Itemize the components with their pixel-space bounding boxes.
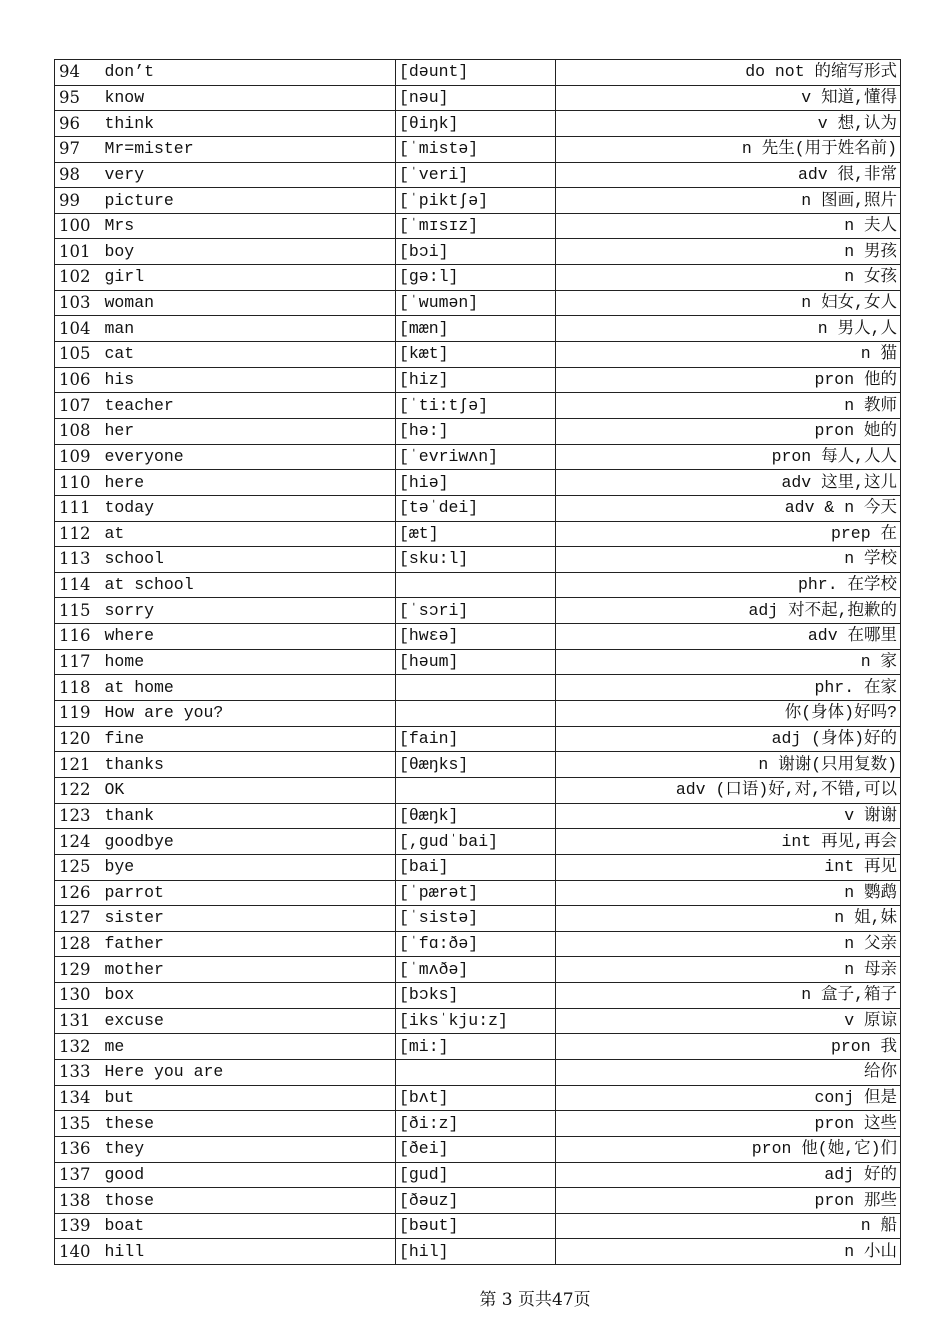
meaning-cell: adv 很,非常 xyxy=(556,162,901,188)
meaning-cell: n 先生(用于姓名前) xyxy=(556,136,901,162)
word-cell: her xyxy=(103,418,396,444)
word-cell: me xyxy=(103,1034,396,1060)
word-cell: bye xyxy=(103,854,396,880)
word-cell: cat xyxy=(103,342,396,368)
table-row xyxy=(55,829,901,855)
word-cell: thanks xyxy=(103,752,396,778)
phonetic-cell: [hil] xyxy=(396,1239,556,1265)
phonetic-cell xyxy=(396,572,556,598)
phonetic-cell: [bʌt] xyxy=(396,1085,556,1111)
meaning-cell: v 谢谢 xyxy=(556,803,901,829)
table-row xyxy=(55,393,901,419)
word-cell: mother xyxy=(103,957,396,983)
meaning-cell: n 图画,照片 xyxy=(556,188,901,214)
meaning-cell: phr. 在家 xyxy=(556,675,901,701)
table-row xyxy=(55,649,901,675)
row-number-cell: 111 xyxy=(55,495,103,521)
row-number-cell: 101 xyxy=(55,239,103,265)
meaning-cell: 给你 xyxy=(556,1059,901,1085)
row-number-cell: 137 xyxy=(55,1162,103,1188)
table-row xyxy=(55,60,901,86)
row-number-cell: 131 xyxy=(55,1008,103,1034)
row-number-cell: 102 xyxy=(55,265,103,291)
word-cell: at home xyxy=(103,675,396,701)
table-row xyxy=(55,1213,901,1239)
meaning-cell: pron 那些 xyxy=(556,1188,901,1214)
meaning-cell: n 男孩 xyxy=(556,239,901,265)
row-number-cell: 128 xyxy=(55,931,103,957)
meaning-cell: pron 每人,人人 xyxy=(556,444,901,470)
word-cell: Mrs xyxy=(103,213,396,239)
row-number-cell: 110 xyxy=(55,470,103,496)
phonetic-cell: [ði:z] xyxy=(396,1111,556,1137)
word-cell: excuse xyxy=(103,1008,396,1034)
row-number-cell: 119 xyxy=(55,701,103,727)
phonetic-cell: [ˈsistə] xyxy=(396,906,556,932)
word-cell: home xyxy=(103,649,396,675)
table-row xyxy=(55,136,901,162)
table-row xyxy=(55,803,901,829)
meaning-cell: prep 在 xyxy=(556,521,901,547)
meaning-cell: n 父亲 xyxy=(556,931,901,957)
phonetic-cell xyxy=(396,701,556,727)
table-row xyxy=(55,444,901,470)
phonetic-cell: [sku:l] xyxy=(396,547,556,573)
phonetic-cell: [fain] xyxy=(396,726,556,752)
meaning-cell: n 鹦鹉 xyxy=(556,880,901,906)
phonetic-cell xyxy=(396,777,556,803)
word-cell: Here you are xyxy=(103,1059,396,1085)
meaning-cell: adv 在哪里 xyxy=(556,624,901,650)
word-cell: OK xyxy=(103,777,396,803)
meaning-cell: phr. 在学校 xyxy=(556,572,901,598)
row-number-cell: 114 xyxy=(55,572,103,598)
row-number-cell: 134 xyxy=(55,1085,103,1111)
phonetic-cell: [mi:] xyxy=(396,1034,556,1060)
word-cell: good xyxy=(103,1162,396,1188)
table-row xyxy=(55,624,901,650)
row-number-cell: 123 xyxy=(55,803,103,829)
word-cell: today xyxy=(103,495,396,521)
word-cell: hill xyxy=(103,1239,396,1265)
word-cell: don’t xyxy=(103,60,396,86)
meaning-cell: pron 他的 xyxy=(556,367,901,393)
table-row xyxy=(55,957,901,983)
table-row xyxy=(55,777,901,803)
row-number-cell: 127 xyxy=(55,906,103,932)
phonetic-cell: [θæŋk] xyxy=(396,803,556,829)
phonetic-cell: [ˈwumən] xyxy=(396,290,556,316)
phonetic-cell: [bɔi] xyxy=(396,239,556,265)
row-number-cell: 138 xyxy=(55,1188,103,1214)
word-cell: here xyxy=(103,470,396,496)
word-cell: boat xyxy=(103,1213,396,1239)
meaning-cell: n 女孩 xyxy=(556,265,901,291)
phonetic-cell: [nəu] xyxy=(396,85,556,111)
page-footer xyxy=(0,1285,950,1310)
phonetic-cell: [ˈveri] xyxy=(396,162,556,188)
meaning-cell: n 盒子,箱子 xyxy=(556,983,901,1009)
meaning-cell: int 再见,再会 xyxy=(556,829,901,855)
word-cell: girl xyxy=(103,265,396,291)
word-cell: How are you? xyxy=(103,701,396,727)
meaning-cell: n 母亲 xyxy=(556,957,901,983)
table-row xyxy=(55,1111,901,1137)
phonetic-cell: [gud] xyxy=(396,1162,556,1188)
word-cell: these xyxy=(103,1111,396,1137)
word-cell: box xyxy=(103,983,396,1009)
meaning-cell: n 小山 xyxy=(556,1239,901,1265)
table-row xyxy=(55,1008,901,1034)
phonetic-cell: [ˈsɔri] xyxy=(396,598,556,624)
phonetic-cell: [ˈmʌðə] xyxy=(396,957,556,983)
row-number-cell: 116 xyxy=(55,624,103,650)
table-row xyxy=(55,470,901,496)
phonetic-cell: [æt] xyxy=(396,521,556,547)
meaning-cell: adj (身体)好的 xyxy=(556,726,901,752)
word-cell: thank xyxy=(103,803,396,829)
phonetic-cell xyxy=(396,675,556,701)
table-row xyxy=(55,726,901,752)
table-row xyxy=(55,495,901,521)
table-row xyxy=(55,521,901,547)
phonetic-cell: [gə:l] xyxy=(396,265,556,291)
table-row xyxy=(55,290,901,316)
phonetic-cell: [bɔks] xyxy=(396,983,556,1009)
meaning-cell: n 教师 xyxy=(556,393,901,419)
word-cell: father xyxy=(103,931,396,957)
meaning-cell: n 姐,妹 xyxy=(556,906,901,932)
meaning-cell: pron 我 xyxy=(556,1034,901,1060)
meaning-cell: n 谢谢(只用复数) xyxy=(556,752,901,778)
table-row xyxy=(55,1188,901,1214)
row-number-cell: 118 xyxy=(55,675,103,701)
phonetic-cell: [kæt] xyxy=(396,342,556,368)
table-row xyxy=(55,1059,901,1085)
word-cell: man xyxy=(103,316,396,342)
word-cell: teacher xyxy=(103,393,396,419)
meaning-cell: adj 对不起,抱歉的 xyxy=(556,598,901,624)
table-row xyxy=(55,265,901,291)
meaning-cell: adv 这里,这儿 xyxy=(556,470,901,496)
phonetic-cell: [hiə] xyxy=(396,470,556,496)
row-number-cell: 108 xyxy=(55,418,103,444)
row-number-cell: 100 xyxy=(55,213,103,239)
table-row xyxy=(55,598,901,624)
table-row xyxy=(55,1239,901,1265)
phonetic-cell: [ˈevriwʌn] xyxy=(396,444,556,470)
phonetic-cell: [mæn] xyxy=(396,316,556,342)
word-cell: sorry xyxy=(103,598,396,624)
phonetic-cell: [ˈpiktʃə] xyxy=(396,188,556,214)
table-row xyxy=(55,983,901,1009)
phonetic-cell: [θiŋk] xyxy=(396,111,556,137)
row-number-cell: 106 xyxy=(55,367,103,393)
row-number-cell: 129 xyxy=(55,957,103,983)
meaning-cell: n 猫 xyxy=(556,342,901,368)
meaning-cell: pron 他(她,它)们 xyxy=(556,1136,901,1162)
phonetic-cell: [hwɛə] xyxy=(396,624,556,650)
table-row xyxy=(55,85,901,111)
phonetic-cell: [ˈfɑ:ðə] xyxy=(396,931,556,957)
meaning-cell: adv & n 今天 xyxy=(556,495,901,521)
word-cell: school xyxy=(103,547,396,573)
meaning-cell: n 男人,人 xyxy=(556,316,901,342)
meaning-cell: do not 的缩写形式 xyxy=(556,60,901,86)
table-row xyxy=(55,906,901,932)
meaning-cell: n 妇女,女人 xyxy=(556,290,901,316)
row-number-cell: 98 xyxy=(55,162,103,188)
word-cell: sister xyxy=(103,906,396,932)
word-cell: fine xyxy=(103,726,396,752)
meaning-cell: n 家 xyxy=(556,649,901,675)
word-cell: his xyxy=(103,367,396,393)
word-cell: know xyxy=(103,85,396,111)
phonetic-cell: [ðəuz] xyxy=(396,1188,556,1214)
phonetic-cell: [ˈpærət] xyxy=(396,880,556,906)
page-number-text: 第 3 页共47页 xyxy=(479,1290,591,1310)
word-cell: at school xyxy=(103,572,396,598)
meaning-cell: n 夫人 xyxy=(556,213,901,239)
table-row xyxy=(55,572,901,598)
table-row xyxy=(55,931,901,957)
table-row xyxy=(55,367,901,393)
phonetic-cell: [ðei] xyxy=(396,1136,556,1162)
meaning-cell: pron 这些 xyxy=(556,1111,901,1137)
phonetic-cell: [hə:] xyxy=(396,418,556,444)
table-row xyxy=(55,854,901,880)
word-cell: parrot xyxy=(103,880,396,906)
phonetic-cell: [hiz] xyxy=(396,367,556,393)
meaning-cell: adj 好的 xyxy=(556,1162,901,1188)
meaning-cell: v 想,认为 xyxy=(556,111,901,137)
word-cell: those xyxy=(103,1188,396,1214)
meaning-cell: n 学校 xyxy=(556,547,901,573)
row-number-cell: 97 xyxy=(55,136,103,162)
table-row xyxy=(55,1085,901,1111)
phonetic-cell: [ˈmistə] xyxy=(396,136,556,162)
meaning-cell: 你(身体)好吗? xyxy=(556,701,901,727)
phonetic-cell: [təˈdei] xyxy=(396,495,556,521)
row-number-cell: 135 xyxy=(55,1111,103,1137)
table-row xyxy=(55,418,901,444)
row-number-cell: 107 xyxy=(55,393,103,419)
table-row xyxy=(55,111,901,137)
row-number-cell: 95 xyxy=(55,85,103,111)
row-number-cell: 94 xyxy=(55,60,103,86)
phonetic-cell: [bəut] xyxy=(396,1213,556,1239)
meaning-cell: n 船 xyxy=(556,1213,901,1239)
phonetic-cell: [dəunt] xyxy=(396,60,556,86)
row-number-cell: 117 xyxy=(55,649,103,675)
table-row xyxy=(55,162,901,188)
row-number-cell: 104 xyxy=(55,316,103,342)
row-number-cell: 126 xyxy=(55,880,103,906)
meaning-cell: conj 但是 xyxy=(556,1085,901,1111)
table-row xyxy=(55,342,901,368)
phonetic-cell: [iksˈkju:z] xyxy=(396,1008,556,1034)
table-row xyxy=(55,316,901,342)
table-row xyxy=(55,880,901,906)
row-number-cell: 109 xyxy=(55,444,103,470)
row-number-cell: 113 xyxy=(55,547,103,573)
meaning-cell: v 原谅 xyxy=(556,1008,901,1034)
table-row xyxy=(55,213,901,239)
word-cell: very xyxy=(103,162,396,188)
word-cell: they xyxy=(103,1136,396,1162)
table-row xyxy=(55,1034,901,1060)
row-number-cell: 96 xyxy=(55,111,103,137)
row-number-cell: 136 xyxy=(55,1136,103,1162)
row-number-cell: 122 xyxy=(55,777,103,803)
row-number-cell: 124 xyxy=(55,829,103,855)
row-number-cell: 103 xyxy=(55,290,103,316)
phonetic-cell: [θæŋks] xyxy=(396,752,556,778)
meaning-cell: int 再见 xyxy=(556,854,901,880)
meaning-cell: v 知道,懂得 xyxy=(556,85,901,111)
phonetic-cell xyxy=(396,1059,556,1085)
table-row xyxy=(55,1162,901,1188)
row-number-cell: 121 xyxy=(55,752,103,778)
meaning-cell: adv (口语)好,对,不错,可以 xyxy=(556,777,901,803)
table-row xyxy=(55,701,901,727)
word-cell: boy xyxy=(103,239,396,265)
word-cell: Mr=mister xyxy=(103,136,396,162)
table-row xyxy=(55,1136,901,1162)
word-cell: where xyxy=(103,624,396,650)
vocabulary-table-body xyxy=(55,60,901,1265)
word-cell: think xyxy=(103,111,396,137)
vocabulary-table xyxy=(54,59,901,1265)
row-number-cell: 125 xyxy=(55,854,103,880)
row-number-cell: 99 xyxy=(55,188,103,214)
row-number-cell: 115 xyxy=(55,598,103,624)
row-number-cell: 105 xyxy=(55,342,103,368)
table-row xyxy=(55,239,901,265)
phonetic-cell: [,gudˈbai] xyxy=(396,829,556,855)
word-cell: picture xyxy=(103,188,396,214)
row-number-cell: 132 xyxy=(55,1034,103,1060)
phonetic-cell: [ˈmɪsɪz] xyxy=(396,213,556,239)
row-number-cell: 139 xyxy=(55,1213,103,1239)
table-row xyxy=(55,675,901,701)
word-cell: woman xyxy=(103,290,396,316)
word-cell: at xyxy=(103,521,396,547)
word-cell: but xyxy=(103,1085,396,1111)
row-number-cell: 130 xyxy=(55,983,103,1009)
row-number-cell: 133 xyxy=(55,1059,103,1085)
phonetic-cell: [ˈti:tʃə] xyxy=(396,393,556,419)
word-cell: everyone xyxy=(103,444,396,470)
word-cell: goodbye xyxy=(103,829,396,855)
table-row xyxy=(55,188,901,214)
meaning-cell: pron 她的 xyxy=(556,418,901,444)
phonetic-cell: [bai] xyxy=(396,854,556,880)
row-number-cell: 140 xyxy=(55,1239,103,1265)
phonetic-cell: [həum] xyxy=(396,649,556,675)
row-number-cell: 112 xyxy=(55,521,103,547)
table-row xyxy=(55,547,901,573)
row-number-cell: 120 xyxy=(55,726,103,752)
table-row xyxy=(55,752,901,778)
